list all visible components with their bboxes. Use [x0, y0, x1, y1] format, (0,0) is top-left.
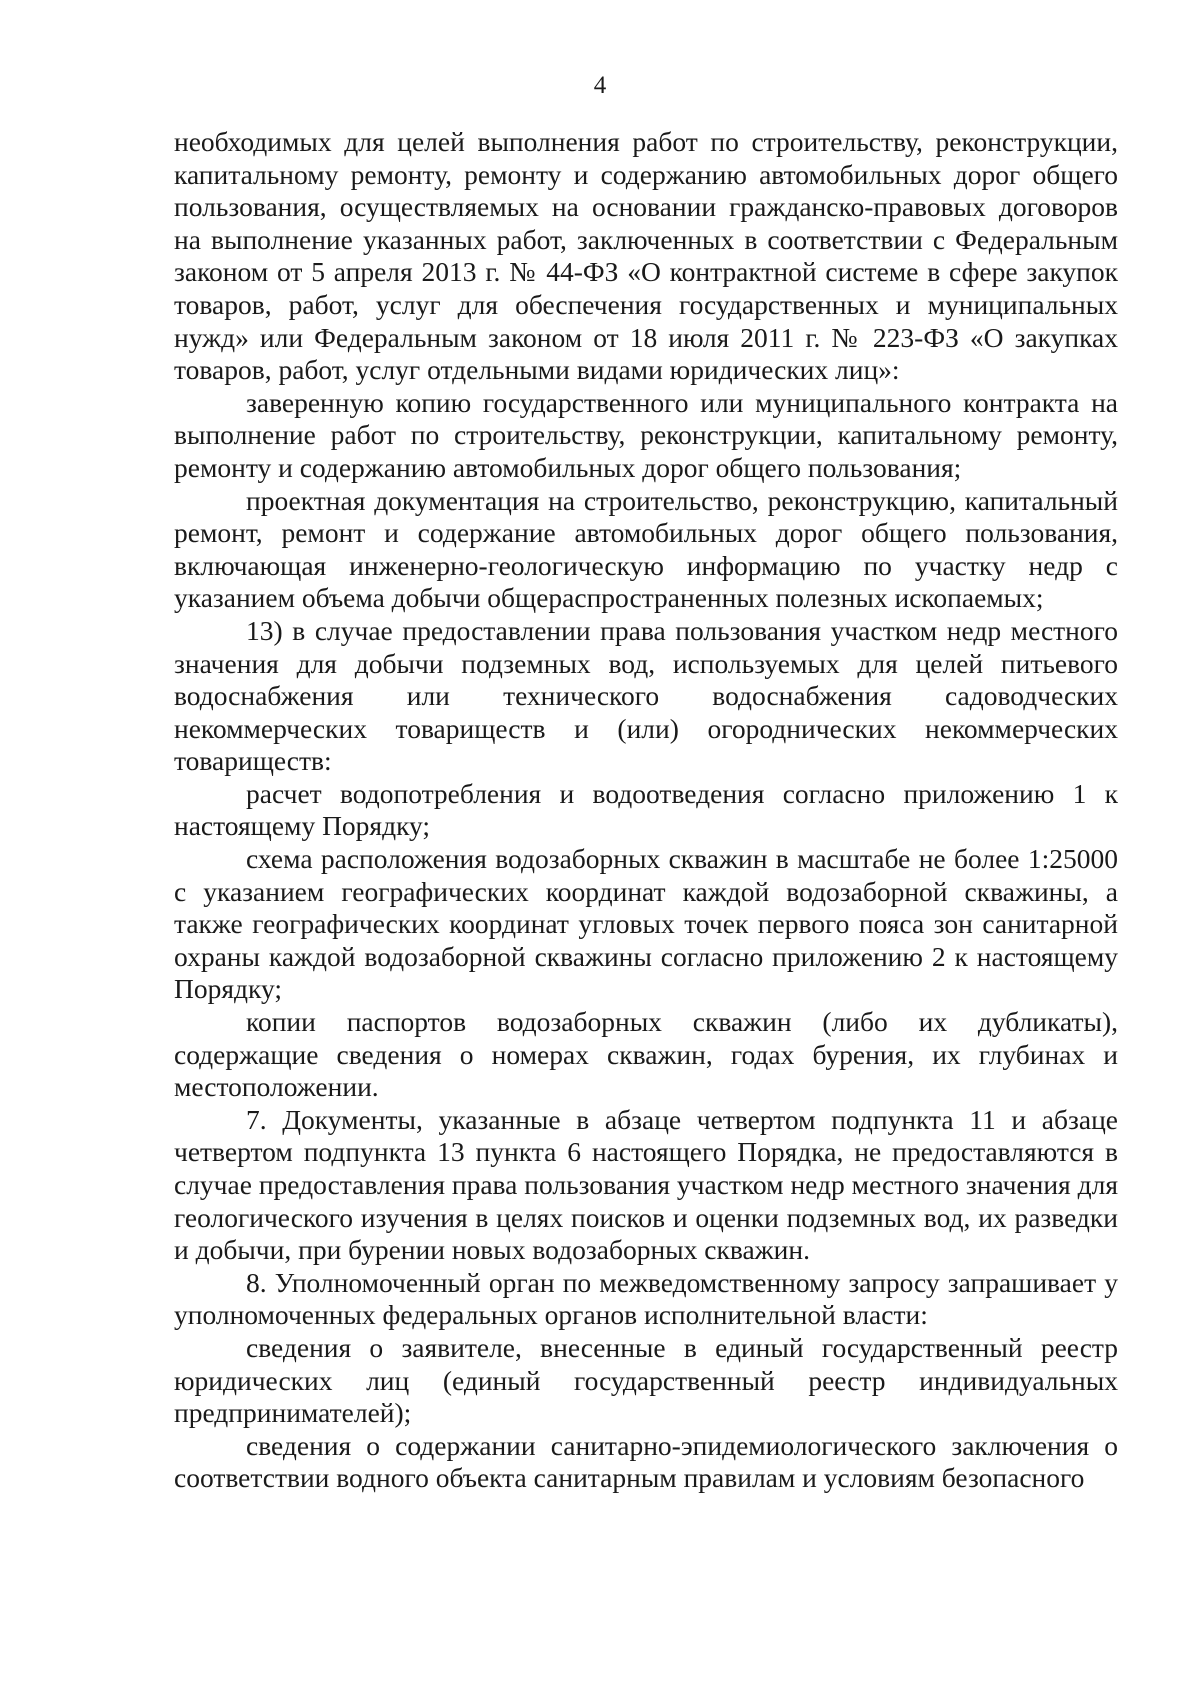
page-number: 4 — [593, 72, 607, 99]
document-body — [174, 126, 1118, 1495]
paragraph: расчет водопотребления и водоотведения согласно приложению 1 к настоящему Порядку; — [174, 777, 1118, 842]
paragraph: 13) в случае предоставлении права пользования участком недр местного значения для добычи подземных вод, используемых для целей питьевого водоснабжения или технического водоснабжения садоводческих некоммерческих товариществ и (или) огороднических некоммерческих товариществ: — [174, 614, 1118, 777]
paragraph: сведения о содержании санитарно-эпидемиологического заключения о соответствии водного объекта санитарным правилам и условиям безопасного — [174, 1429, 1118, 1494]
paragraph: схема расположения водозаборных скважин в масштабе не более 1:25000 с указанием географических координат каждой водозаборной скважины, а также географических координат угловых точек первого пояса зон санитарной охраны каждой водозаборной скважины согласно приложению 2 к настоящему Порядку; — [174, 843, 1118, 1005]
paragraph: 8. Уполномоченный орган по межведомственному запросу запрашивает у уполномоченных федеральных органов исполнительной власти: — [174, 1266, 1118, 1331]
paragraph: заверенную копию государственного или муниципального контракта на выполнение работ по строительству, реконструкции, капитальному ремонту, ремонту и содержанию автомобильных дорог общего пользования; — [174, 386, 1118, 483]
paragraph: сведения о заявителе, внесенные в единый государственный реестр юридических лиц (единый государственный реестр индивидуальных предпринимателей); — [174, 1331, 1118, 1429]
paragraph: проектная документация на строительство, реконструкцию, капитальный ремонт, ремонт и содержание автомобильных дорог общего пользования, включающая инженерно-геологическую информацию по участку недр с указанием объема добычи общераспространенных полезных ископаемых; — [174, 484, 1118, 614]
paragraph: 7. Документы, указанные в абзаце четвертом подпункта 11 и абзаце четвертом подпункта 13 пункта 6 настоящего Порядка, не предоставляются в случае предоставления права пользования участком недр местного значения для геологического изучения в целях поисков и оценки подземных вод, их разведки и добычи, при бурении новых водозаборных скважин. — [174, 1103, 1118, 1266]
paragraph: необходимых для целей выполнения работ по строительству, реконструкции, капитальному ремонту, ремонту и содержанию автомобильных дорог общего пользования, осуществляемых на основании гражданско-правовых договоров на выполнение указанных работ, заключенных в соответствии с Федеральным законом от 5 апреля 2013 г. № 44-ФЗ «О контрактной системе в сфере закупок товаров, работ, услуг для обеспечения государственных и муниципальных нужд» или Федеральным законом от 18 июля 2011 г. № 223-ФЗ «О закупках товаров, работ, услуг отдельными видами юридических лиц»: — [174, 126, 1118, 386]
paragraph: копии паспортов водозаборных скважин (либо их дубликаты), содержащие сведения о номерах скважин, годах бурения, их глубинах и местоположении. — [174, 1006, 1118, 1103]
